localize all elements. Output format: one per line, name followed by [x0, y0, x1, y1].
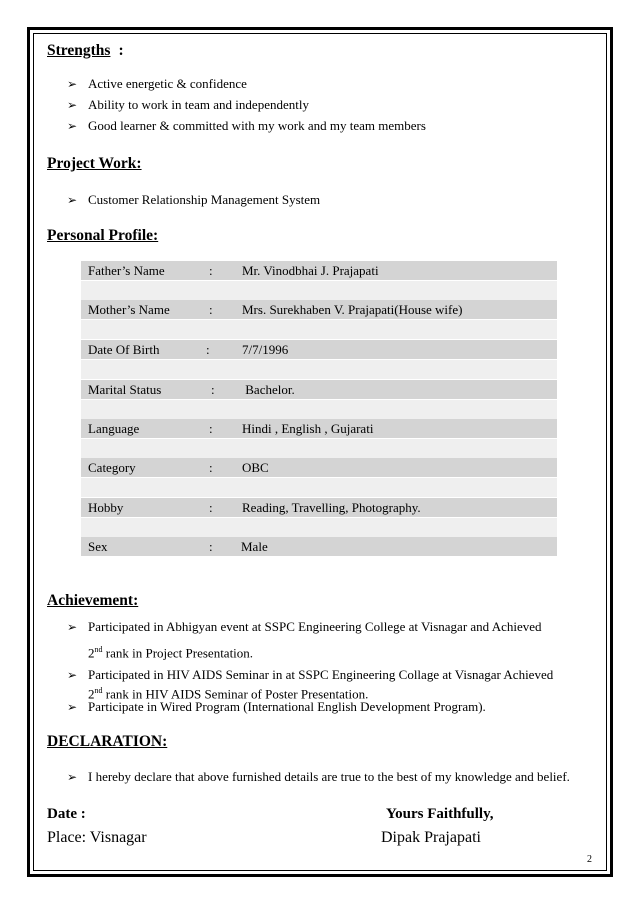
yours-faithfully: Yours Faithfully,: [386, 806, 494, 822]
profile-value: Male: [241, 539, 268, 554]
row-spacer: [81, 320, 557, 339]
list-item: ➢ Participated in Abhigyan event at SSPC Engineering College at Visnagar and Achieved: [67, 619, 542, 634]
profile-separator: :: [209, 539, 213, 554]
arrow-bullet-icon: ➢: [67, 620, 78, 634]
profile-label: Language: [88, 421, 140, 436]
strengths-heading: Strengths :: [47, 42, 124, 59]
place-label: Place: Visnagar: [47, 829, 147, 846]
profile-separator: :: [209, 460, 213, 475]
arrow-bullet-icon: ➢: [67, 98, 78, 112]
list-item: ➢ Customer Relationship Management System: [67, 192, 321, 207]
profile-label: Category: [88, 460, 136, 475]
row-spacer: [81, 439, 557, 458]
declaration-heading: DECLARATION:: [47, 733, 168, 750]
profile-label: Sex: [88, 539, 108, 554]
arrow-bullet-icon: ➢: [67, 668, 78, 682]
list-item-continuation: 2nd rank in Project Presentation.: [88, 645, 254, 661]
profile-value: Hindi , English , Gujarati: [242, 421, 374, 436]
profile-label: Marital Status: [88, 382, 162, 397]
row-spacer: [81, 400, 557, 419]
list-item: ➢ Active energetic & confidence: [67, 76, 247, 91]
list-item: ➢ I hereby declare that above furnished details are true to the best of my knowledge and belief.: [67, 769, 570, 784]
list-item: ➢ Good learner & committed with my work and my team members: [67, 118, 426, 133]
arrow-bullet-icon: ➢: [67, 193, 78, 207]
list-item-continuation: 2nd rank in HIV AIDS Seminar of Poster Presentation.: [88, 686, 369, 702]
page-number: 2: [587, 854, 592, 865]
list-item: ➢ Participated in HIV AIDS Seminar in at SSPC Engineering Collage at Visnagar Achieved: [67, 667, 554, 682]
profile-separator: :: [209, 302, 213, 317]
row-spacer: [81, 281, 557, 300]
profile-value: 7/7/1996: [242, 342, 289, 357]
profile-label: Mother’s Name: [88, 302, 170, 317]
arrow-bullet-icon: ➢: [67, 119, 78, 133]
row-spacer: [81, 360, 557, 379]
project-work-heading: Project Work:: [47, 155, 142, 172]
profile-separator: :: [209, 263, 213, 278]
signature-name: Dipak Prajapati: [381, 829, 481, 846]
profile-label: Date Of Birth: [88, 342, 160, 357]
list-item: ➢ Participate in Wired Program (International English Development Program).: [67, 699, 486, 714]
date-label: Date :: [47, 806, 86, 822]
row-spacer: [81, 518, 557, 537]
profile-separator: :: [209, 421, 213, 436]
arrow-bullet-icon: ➢: [67, 77, 78, 91]
profile-value: Reading, Travelling, Photography.: [242, 500, 421, 515]
table-row: [81, 458, 557, 477]
row-spacer: [81, 478, 557, 497]
list-item: ➢ Ability to work in team and independently: [67, 97, 309, 112]
profile-separator: :: [211, 382, 215, 397]
profile-separator: :: [206, 342, 210, 357]
table-row: [81, 537, 557, 556]
profile-value: Bachelor.: [242, 382, 295, 397]
arrow-bullet-icon: ➢: [67, 700, 78, 714]
profile-label: Hobby: [88, 500, 124, 515]
achievement-heading: Achievement:: [47, 592, 139, 609]
profile-label: Father’s Name: [88, 263, 165, 278]
personal-profile-heading: Personal Profile:: [47, 227, 159, 244]
profile-separator: :: [209, 500, 213, 515]
profile-value: Mr. Vinodbhai J. Prajapati: [242, 263, 379, 278]
profile-value: Mrs. Surekhaben V. Prajapati(House wife): [242, 302, 463, 317]
arrow-bullet-icon: ➢: [67, 770, 78, 784]
profile-value: OBC: [242, 460, 269, 475]
